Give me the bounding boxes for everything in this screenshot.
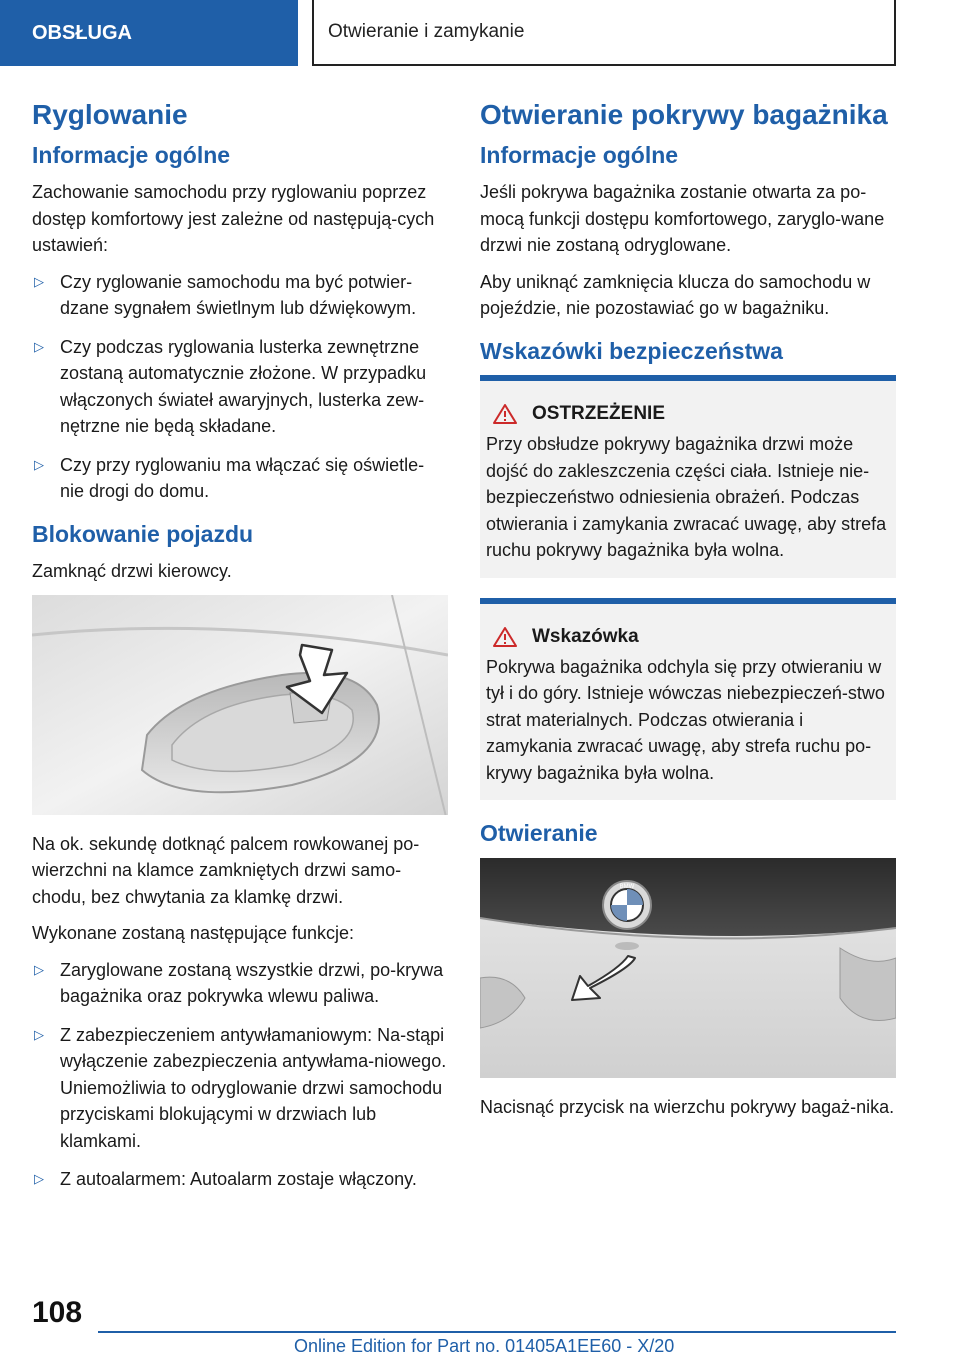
list-item: [32, 1022, 448, 1155]
bullet-triangle-icon: ▷: [34, 1171, 44, 1187]
lock-instruction: Zamknąć drzwi kierowcy.: [32, 561, 232, 582]
settings-list: [32, 269, 448, 505]
door-handle-illustration: [32, 595, 448, 815]
trunk-key-text: Aby uniknąć zamknięcia klucza do samochodu w pojeździe, nie pozostawiać go w bagażniku.: [480, 271, 871, 319]
note-box: [480, 598, 896, 801]
door-handle-image: [32, 595, 448, 815]
bullet-triangle-icon: ▷: [34, 456, 44, 472]
subheading-safety: Wskazówki bezpieczeństwa: [480, 337, 783, 364]
list-item: [32, 334, 448, 440]
trunk-button-image: [480, 858, 896, 1078]
list-item: [32, 269, 448, 322]
section-heading-locking: Ryglowanie: [32, 99, 188, 130]
caution-triangle-icon: [492, 626, 518, 648]
bmw-logo-text: BMW: [619, 883, 635, 890]
chapter-title: Otwieranie i zamykanie: [312, 0, 896, 66]
warning-box: [480, 375, 896, 578]
warning-title: OSTRZEŻENIE: [532, 403, 666, 425]
functions-list: [32, 957, 448, 1193]
trunk-button-illustration: [480, 858, 896, 1078]
section-tab: OBSŁUGA: [0, 0, 298, 66]
bullet-triangle-icon: ▷: [34, 273, 44, 289]
list-item: [32, 452, 448, 505]
page-number: 108: [32, 1296, 83, 1329]
list-item-text: Zaryglowane zostaną wszystkie drzwi, po-krywa bagażnika oraz pokrywka wlewu paliwa.: [60, 959, 444, 1007]
list-item-text: Czy ryglowanie samochodu ma być potwier-dzane sygnałem świetlnym lub dźwiękowym.: [60, 271, 417, 319]
section-heading-trunk: Otwieranie pokrywy bagażnika: [480, 99, 888, 130]
bullet-triangle-icon: ▷: [34, 961, 44, 977]
warning-text: Przy obsłudze pokrywy bagażnika drzwi może dojść do zakleszczenia części ciała. Istnieje nie-bezpieczeństwo odniesienia obrażeń. Podczas otwierania i zamykania zwracać uwagę, aby strefa ruchu pokrywy bagażnika była wolna.: [486, 434, 887, 561]
right-column: [480, 98, 896, 1130]
subheading-general-info: Informacje ogólne: [32, 141, 231, 168]
list-item: [32, 1166, 448, 1193]
warning-triangle-icon: [492, 403, 518, 425]
open-instruction: Nacisnąć przycisk na wierzchu pokrywy bagaż-nika.: [480, 1096, 895, 1117]
edition-note: Online Edition for Part no. 01405A1EE60 - X/20: [294, 1336, 675, 1356]
general-info-text: Zachowanie samochodu przy ryglowaniu poprzez dostęp komfortowy jest zależne od następują-cych ustawień:: [32, 182, 435, 256]
list-item-text: Czy podczas ryglowania lusterka zewnętrzne zostaną automatycznie złożone. W przypadku włączonych świateł awaryjnych, lusterka zew-nętrzne nie będą składane.: [60, 336, 427, 437]
bullet-triangle-icon: ▷: [34, 338, 44, 354]
subheading-general-info: Informacje ogólne: [480, 141, 679, 168]
subheading-opening: Otwieranie: [480, 820, 598, 847]
list-item-text: Z autoalarmem: Autoalarm zostaje włączony.: [60, 1169, 417, 1190]
note-text: Pokrywa bagażnika odchyla się przy otwieraniu w tył i do góry. Istnieje wówczas niebezpieczeń-stwo strat materialnych. Podczas otwierania i zamykania zwracać uwagę, aby strefa ruchu po-krywy bagażnika była wolna.: [486, 656, 885, 783]
functions-intro: Wykonane zostaną następujące funkcje:: [32, 923, 355, 944]
note-title: Wskazówka: [532, 625, 639, 647]
footer-divider: [98, 1331, 896, 1333]
list-item-text: Z zabezpieczeniem antywłamaniowym: Na-stąpi wyłączenie zabezpieczenia antywłama-niowego. Uniemożliwia to odryglowanie drzwi samochodu przyciskami blokującymi w drzwiach lub klamkami.: [60, 1024, 447, 1151]
list-item-text: Czy przy ryglowaniu ma włączać się oświetle-nie drogi do domu.: [60, 454, 425, 502]
bullet-triangle-icon: ▷: [34, 1026, 44, 1042]
list-item: [32, 957, 448, 1010]
subheading-vehicle-lock: Blokowanie pojazdu: [32, 520, 254, 547]
trunk-general-text: Jeśli pokrywa bagażnika zostanie otwarta za po-mocą funkcji dostępu komfortowego, zaryglo-wane drzwi nie zostaną odryglowane.: [480, 182, 885, 256]
left-column: [32, 98, 448, 1207]
touch-instruction: Na ok. sekundę dotknąć palcem rowkowanej po-wierzchni na klamce zamkniętych drzwi samo-chodu, bez chwytania za klamkę drzwi.: [32, 833, 420, 907]
